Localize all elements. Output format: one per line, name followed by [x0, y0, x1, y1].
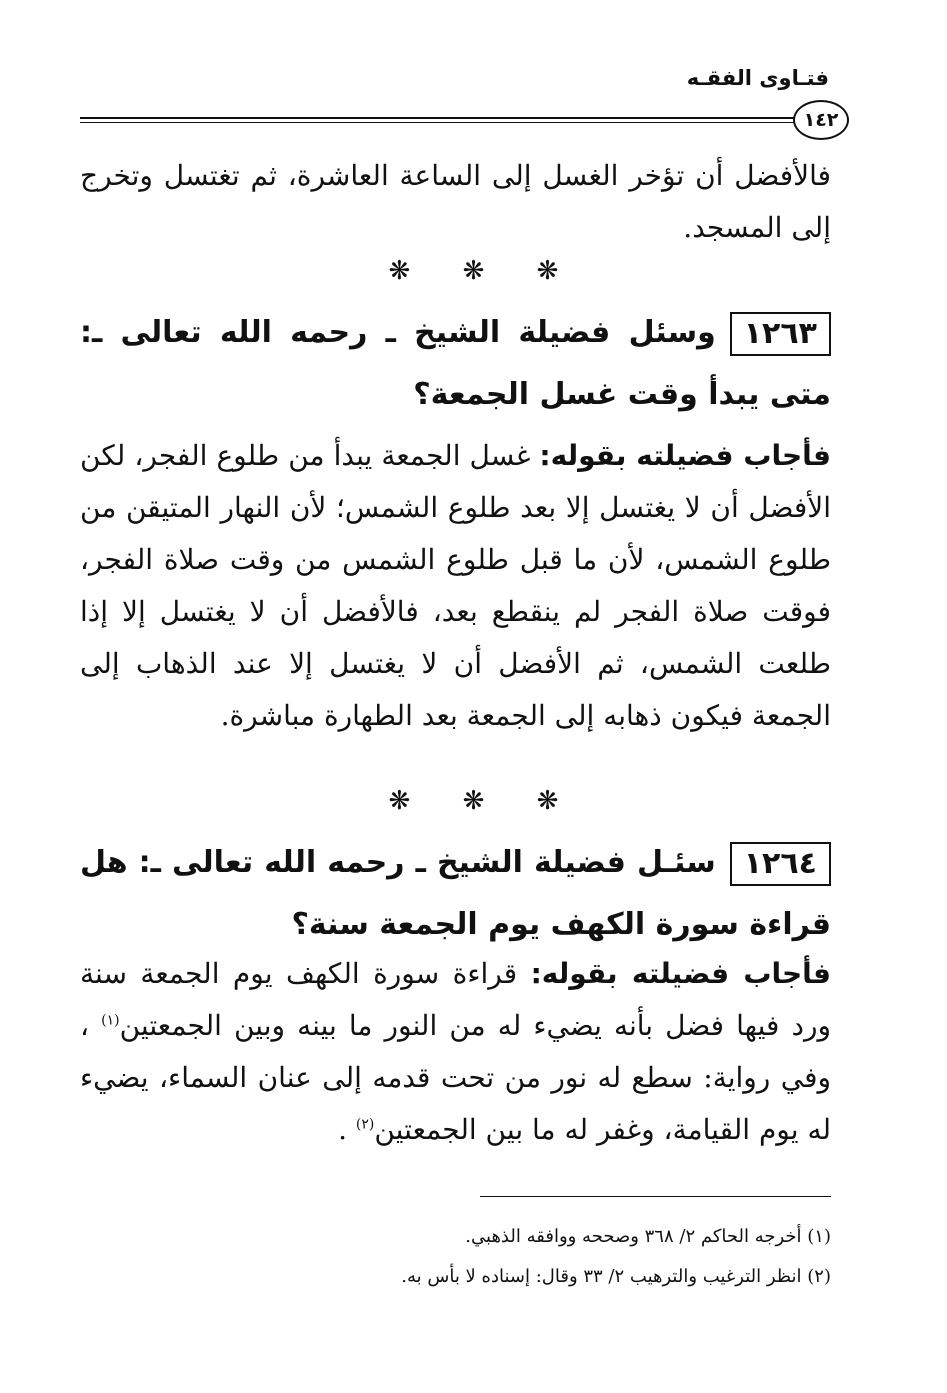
question-1263: [80, 302, 831, 426]
running-header-title: فتـاوى الفقـه: [686, 66, 829, 90]
answer-text-part1: قراءة سورة الكهف يوم الجمعة سنة ورد فيها فضل بأنه يضيء له من النور ما بينه وبين الجمعتين: [80, 957, 831, 1042]
footnote-ref-2: (٢): [355, 1116, 375, 1133]
answer-text-part2: ، وفي رواية: سطع له نور من تحت قدمه إلى عنان السماء، يضيء له يوم القيامة، وغفر له ما بين الجمعتين: [80, 1009, 831, 1146]
header-rule: [80, 117, 847, 119]
question-text: سئـل فضيلة الشيخ ـ رحمه الله تعالى ـ: هل قراءة سورة الكهف يوم الجمعة سنة؟: [80, 845, 831, 942]
footnote-ref-1: (١): [101, 1012, 120, 1029]
header-rule-thin: [80, 122, 847, 123]
separator-star: ❋: [536, 786, 559, 816]
answer-1263: [80, 430, 831, 742]
question-text: وسئل فضيلة الشيخ ـ رحمه الله تعالى ـ: متى يبدأ وقت غسل الجمعة؟: [80, 315, 831, 412]
separator-star: ❋: [462, 786, 485, 816]
question-number-box: ١٢٦٣: [730, 312, 831, 356]
answer-text: غسل الجمعة يبدأ من طلوع الفجر، لكن الأفضل أن لا يغتسل إلا بعد طلوع الشمس؛ لأن النهار المتيقن من طلوع الشمس، لأن ما قبل طلوع الشمس من وقت صلاة الفجر، فوقت صلاة الفجر لم ينقطع بعد، فالأفضل أن لا يغتسل إلا إذا طلعت الشمس، ثم الأفضل أن لا يغتسل إلا عند الذهاب إلى الجمعة فيكون ذهابه إلى الجمعة بعد الطهارة مباشرة.: [80, 439, 831, 732]
section-separator: [0, 786, 947, 816]
separator-star: ❋: [388, 786, 411, 816]
separator-star: ❋: [462, 256, 485, 286]
separator-star: ❋: [388, 256, 411, 286]
page-number: ١٤٢: [793, 100, 849, 140]
answer-1264: [80, 948, 831, 1156]
continuation-paragraph: فالأفضل أن تؤخر الغسل إلى الساعة العاشرة، ثم تغتسل وتخرج إلى المسجد.: [80, 159, 831, 244]
separator-star: ❋: [536, 256, 559, 286]
question-1264: [80, 832, 831, 956]
footnote-rule: [480, 1196, 831, 1197]
footnote-1: (١) أخرجه الحاكم ٢/ ٣٦٨ وصححه ووافقه الذهبي.: [465, 1226, 831, 1247]
answer-lead: فأجاب فضيلته بقوله:: [539, 439, 832, 472]
question-number-box: ١٢٦٤: [730, 842, 831, 886]
answer-end: .: [338, 1113, 347, 1146]
answer-lead: فأجاب فضيلته بقوله:: [530, 957, 832, 990]
section-separator: [0, 256, 947, 286]
footnote-2: (٢) انظر الترغيب والترهيب ٢/ ٣٣ وقال: إسناده لا بأس به.: [401, 1266, 831, 1287]
